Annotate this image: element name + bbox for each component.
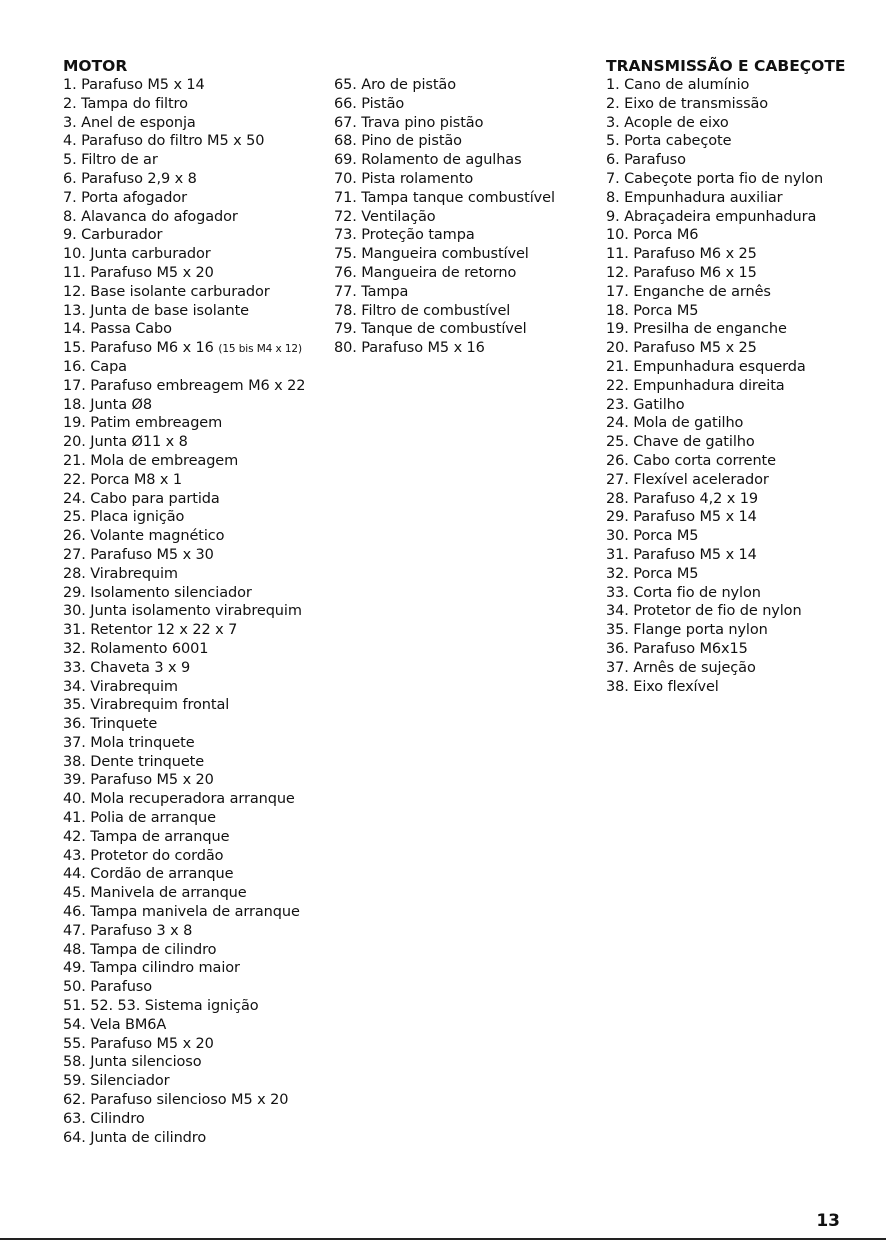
part-item	[606, 264, 876, 283]
part-item	[63, 433, 333, 452]
part-item	[63, 678, 333, 697]
part-item	[334, 264, 594, 283]
part-label: 44. Cordão de arranque	[63, 866, 234, 883]
part-label: 80. Parafuso M5 x 16	[334, 340, 485, 357]
part-label: 76. Mangueira de retorno	[334, 264, 517, 281]
part-item	[63, 847, 333, 866]
part-item	[63, 358, 333, 377]
part-item	[63, 715, 333, 734]
part-label: 6. Parafuso 2,9 x 8	[63, 170, 197, 187]
part-item	[606, 208, 876, 227]
part-item	[606, 339, 876, 358]
part-label: 43. Protetor do cordão	[63, 847, 224, 864]
part-item	[606, 546, 876, 565]
part-label: 1. Parafuso M5 x 14	[63, 77, 205, 93]
part-label: 58. Junta silencioso	[63, 1054, 202, 1071]
part-item	[63, 941, 333, 960]
part-item	[606, 414, 876, 433]
part-item	[63, 659, 333, 678]
part-item	[63, 1016, 333, 1035]
part-item	[334, 95, 594, 114]
part-item	[606, 565, 876, 584]
part-label: 20. Parafuso M5 x 25	[606, 340, 757, 357]
part-item	[606, 471, 876, 490]
part-label: 19. Patim embreagem	[63, 415, 223, 432]
part-label: 17. Parafuso embreagem M6 x 22	[63, 377, 306, 394]
part-label: 15. Parafuso M6 x 16	[63, 340, 214, 357]
part-item	[334, 283, 594, 302]
part-item	[63, 339, 333, 358]
part-item	[63, 396, 333, 415]
part-label: 49. Tampa cilindro maior	[63, 960, 240, 977]
part-item	[63, 1110, 333, 1129]
part-item	[63, 922, 333, 941]
part-label: 27. Parafuso M5 x 30	[63, 546, 214, 563]
part-label: 6. Parafuso	[606, 152, 686, 169]
part-item	[63, 490, 333, 509]
part-item	[63, 602, 333, 621]
part-label: 30. Porca M5	[606, 528, 699, 545]
part-item	[606, 114, 876, 133]
part-item	[606, 396, 876, 415]
part-label: 26. Volante magnético	[63, 528, 225, 545]
part-item	[63, 320, 333, 339]
part-item	[63, 997, 333, 1016]
part-item	[63, 170, 333, 189]
part-item	[63, 1091, 333, 1110]
part-label: 30. Junta isolamento virabrequim	[63, 603, 302, 620]
part-label: 77. Tampa	[334, 283, 409, 300]
part-label: 25. Placa ignição	[63, 509, 185, 526]
part-label: 26. Cabo corta corrente	[606, 452, 776, 469]
part-label: 10. Porca M6	[606, 227, 699, 244]
part-item	[63, 95, 333, 114]
part-item	[63, 565, 333, 584]
part-label: 19. Presilha de enganche	[606, 321, 787, 338]
part-label: 9. Carburador	[63, 227, 163, 244]
part-label: 46. Tampa manivela de arranque	[63, 904, 300, 921]
part-label: 21. Mola de embreagem	[63, 452, 239, 469]
part-item	[63, 245, 333, 264]
motor-parts-list-continued	[334, 76, 594, 358]
part-item	[63, 114, 333, 133]
part-label: 18. Porca M5	[606, 302, 699, 319]
part-label: 7. Porta afogador	[63, 189, 187, 206]
part-label: 21. Empunhadura esquerda	[606, 358, 806, 375]
part-label: 5. Porta cabeçote	[606, 133, 732, 150]
part-label: 45. Manivela de arranque	[63, 885, 247, 902]
part-item	[63, 809, 333, 828]
part-item	[606, 245, 876, 264]
part-label: 65. Aro de pistão	[334, 77, 456, 93]
part-label: 12. Base isolante carburador	[63, 283, 270, 300]
part-label: 72. Ventilação	[334, 208, 436, 225]
part-label: 24. Mola de gatilho	[606, 415, 744, 432]
part-item	[334, 170, 594, 189]
part-label: 38. Eixo flexível	[606, 678, 719, 695]
part-item	[606, 640, 876, 659]
motor-heading: MOTOR	[63, 57, 128, 75]
part-label: 14. Passa Cabo	[63, 321, 172, 338]
motor-column-2	[334, 56, 594, 358]
part-label: 50. Parafuso	[63, 979, 153, 996]
part-label: 22. Empunhadura direita	[606, 377, 785, 394]
part-item	[606, 189, 876, 208]
part-label: 62. Parafuso silencioso M5 x 20	[63, 1092, 289, 1109]
part-label: 34. Protetor de fio de nylon	[606, 603, 802, 620]
part-label: 11. Parafuso M6 x 25	[606, 246, 757, 263]
part-label: 66. Pistão	[334, 95, 405, 112]
transmission-heading: TRANSMISSÃO E CABEÇOTE	[606, 57, 846, 75]
part-label: 29. Parafuso M5 x 14	[606, 509, 757, 526]
part-item	[606, 226, 876, 245]
part-label: 29. Isolamento silenciador	[63, 584, 252, 601]
part-item	[334, 320, 594, 339]
part-label: 11. Parafuso M5 x 20	[63, 264, 214, 281]
part-item	[606, 151, 876, 170]
part-item	[606, 584, 876, 603]
part-item	[63, 828, 333, 847]
part-label: 78. Filtro de combustível	[334, 302, 511, 319]
part-item	[606, 490, 876, 509]
part-item	[334, 208, 594, 227]
part-label: 73. Proteção tampa	[334, 227, 475, 244]
part-label: 22. Porca M8 x 1	[63, 471, 183, 488]
part-item	[606, 433, 876, 452]
part-label: 34. Virabrequim	[63, 678, 178, 695]
part-item	[606, 283, 876, 302]
part-label: 37. Mola trinquete	[63, 734, 195, 751]
part-label: 40. Mola recuperadora arranque	[63, 791, 295, 808]
part-item	[63, 189, 333, 208]
part-label: 37. Arnês de sujeção	[606, 659, 756, 676]
part-label: 24. Cabo para partida	[63, 490, 220, 507]
part-item	[606, 602, 876, 621]
part-label: 68. Pino de pistão	[334, 133, 462, 150]
part-item	[334, 339, 594, 358]
part-item	[334, 302, 594, 321]
part-item	[63, 771, 333, 790]
part-label: 25. Chave de gatilho	[606, 434, 755, 451]
part-label: 31. Retentor 12 x 22 x 7	[63, 622, 238, 639]
part-item	[63, 546, 333, 565]
bottom-rule	[0, 1238, 886, 1240]
part-label: 32. Rolamento 6001	[63, 640, 209, 657]
part-label: 16. Capa	[63, 358, 127, 375]
part-item	[606, 320, 876, 339]
part-label: 10. Junta carburador	[63, 246, 211, 263]
part-label: 31. Parafuso M5 x 14	[606, 546, 757, 563]
part-label: 39. Parafuso M5 x 20	[63, 772, 214, 789]
part-item	[63, 884, 333, 903]
column-spacer	[334, 56, 594, 76]
part-item	[63, 302, 333, 321]
motor-column-1	[63, 56, 333, 1147]
part-label: 63. Cilindro	[63, 1110, 145, 1127]
part-label: 23. Gatilho	[606, 396, 685, 413]
part-label: 32. Porca M5	[606, 565, 699, 582]
part-item	[334, 226, 594, 245]
part-label: 3. Acople de eixo	[606, 114, 729, 131]
part-item	[606, 170, 876, 189]
part-label: 79. Tanque de combustível	[334, 321, 527, 338]
part-label: 69. Rolamento de agulhas	[334, 152, 522, 169]
part-item	[606, 95, 876, 114]
part-label: 9. Abraçadeira empunhadura	[606, 208, 817, 225]
part-label: 4. Parafuso do filtro M5 x 50	[63, 133, 265, 150]
part-item	[63, 1035, 333, 1054]
part-label: 51. 52. 53. Sistema ignição	[63, 998, 259, 1015]
part-label: 5. Filtro de ar	[63, 152, 158, 169]
part-label: 28. Virabrequim	[63, 565, 178, 582]
part-item	[63, 753, 333, 772]
part-item	[63, 208, 333, 227]
part-label: 8. Alavanca do afogador	[63, 208, 238, 225]
page-number: 13	[816, 1211, 840, 1231]
part-label: 35. Virabrequim frontal	[63, 697, 230, 714]
part-item	[606, 358, 876, 377]
part-item	[63, 414, 333, 433]
transmission-column	[606, 56, 876, 696]
part-label: 38. Dente trinquete	[63, 753, 205, 770]
part-item	[63, 959, 333, 978]
part-label: 1. Cano de alumínio	[606, 77, 750, 93]
part-label: 47. Parafuso 3 x 8	[63, 922, 193, 939]
part-label: 35. Flange porta nylon	[606, 622, 768, 639]
part-label: 36. Trinquete	[63, 716, 158, 733]
part-item	[63, 471, 333, 490]
part-label: 54. Vela BM6A	[63, 1016, 167, 1033]
part-item	[63, 283, 333, 302]
part-label: 3. Anel de esponja	[63, 114, 196, 131]
part-item	[606, 377, 876, 396]
part-item	[63, 1129, 333, 1148]
part-item	[334, 132, 594, 151]
part-item	[63, 226, 333, 245]
part-item	[63, 621, 333, 640]
part-label: 59. Silenciador	[63, 1073, 170, 1090]
part-item	[606, 76, 876, 95]
part-item	[63, 527, 333, 546]
part-item	[63, 452, 333, 471]
part-item	[606, 678, 876, 697]
part-label: 20. Junta Ø11 x 8	[63, 434, 188, 451]
part-item	[63, 696, 333, 715]
part-item	[63, 264, 333, 283]
part-item	[63, 640, 333, 659]
part-label: 41. Polia de arranque	[63, 810, 216, 827]
part-label: 33. Corta fio de nylon	[606, 584, 761, 601]
part-label: 33. Chaveta 3 x 9	[63, 659, 191, 676]
part-label: 36. Parafuso M6x15	[606, 640, 748, 657]
part-label: 70. Pista rolamento	[334, 170, 474, 187]
part-label: 64. Junta de cilindro	[63, 1129, 207, 1146]
part-item	[334, 76, 594, 95]
part-label: 42. Tampa de arranque	[63, 828, 230, 845]
part-item	[63, 508, 333, 527]
part-item	[606, 452, 876, 471]
transmission-parts-list	[606, 76, 876, 696]
part-item	[63, 903, 333, 922]
part-label: 71. Tampa tanque combustível	[334, 189, 555, 206]
part-note: (15 bis M4 x 12)	[218, 343, 302, 356]
part-item	[63, 377, 333, 396]
part-item	[606, 659, 876, 678]
part-label: 17. Enganche de arnês	[606, 283, 771, 300]
part-label: 75. Mangueira combustível	[334, 246, 529, 263]
part-label: 8. Empunhadura auxiliar	[606, 189, 783, 206]
part-label: 67. Trava pino pistão	[334, 114, 484, 131]
part-item	[63, 584, 333, 603]
part-item	[606, 527, 876, 546]
part-item	[63, 1072, 333, 1091]
part-item	[606, 302, 876, 321]
part-item	[334, 189, 594, 208]
part-label: 2. Tampa do filtro	[63, 95, 188, 112]
part-label: 7. Cabeçote porta fio de nylon	[606, 170, 824, 187]
part-item	[63, 76, 333, 95]
part-label: 28. Parafuso 4,2 x 19	[606, 490, 759, 507]
part-item	[606, 132, 876, 151]
part-label: 2. Eixo de transmissão	[606, 95, 769, 112]
part-item	[334, 114, 594, 133]
part-item	[334, 245, 594, 264]
motor-parts-list	[63, 76, 333, 1147]
part-label: 48. Tampa de cilindro	[63, 941, 217, 958]
part-item	[334, 151, 594, 170]
part-label: 13. Junta de base isolante	[63, 302, 249, 319]
part-item	[63, 151, 333, 170]
part-item	[63, 865, 333, 884]
part-label: 27. Flexível acelerador	[606, 471, 769, 488]
part-item	[63, 1053, 333, 1072]
part-item	[63, 790, 333, 809]
part-item	[606, 508, 876, 527]
part-label: 12. Parafuso M6 x 15	[606, 264, 757, 281]
part-item	[63, 132, 333, 151]
part-label: 18. Junta Ø8	[63, 396, 152, 413]
part-item	[63, 978, 333, 997]
part-item	[606, 621, 876, 640]
part-label: 55. Parafuso M5 x 20	[63, 1035, 214, 1052]
part-item	[63, 734, 333, 753]
